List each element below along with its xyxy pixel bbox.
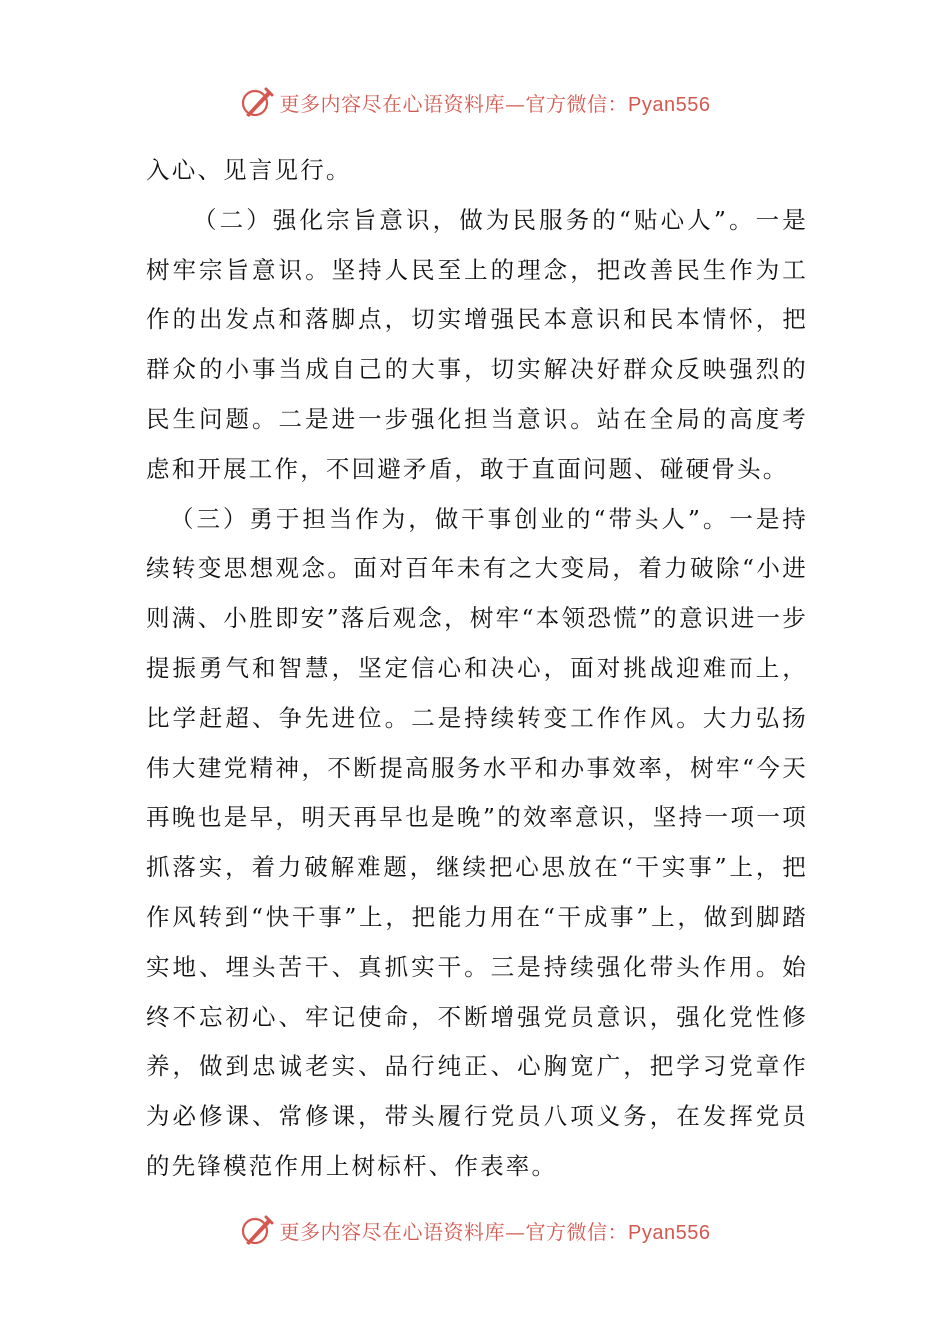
paragraph-section-2: （二）强化宗旨意识，做为民服务的“贴心人”。一是树牢宗旨意识。坚持人民至上的理念，把改善民生作为工作的出发点和落脚点，切实增强民本意识和民本情怀，把群众的小事当成自己的大事，切实解决好群众反映强烈的民生问题。二是进一步强化担当意识。站在全局的高度考虑和开展工作，不回避矛盾，敢于直面问题、碰硬骨头。 (146, 205, 808, 483)
paragraph-continuation: 入心、见言见行。 (146, 156, 352, 184)
pen-circle-logo-icon (240, 85, 274, 119)
document-body (146, 146, 808, 1192)
banner-text: 更多内容尽在心语资料库—官方微信：Pyan556 (279, 91, 711, 116)
header-banner (0, 80, 950, 124)
banner-text: 更多内容尽在心语资料库—官方微信：Pyan556 (279, 1219, 711, 1244)
wechat-id: Pyan556 (628, 93, 711, 116)
pen-circle-logo-icon (240, 1213, 274, 1247)
wechat-id: Pyan556 (628, 1221, 711, 1244)
footer-banner (0, 1208, 950, 1252)
paragraph-section-3: （三）勇于担当作为，做干事创业的“带头人”。一是持续转变思想观念。面对百年未有之大变局，着力破除“小进则满、小胜即安”落后观念，树牢“本领恐慌”的意识进一步提振勇气和智慧，坚定信心和决心，面对挑战迎难而上，比学赶超、争先进位。二是持续转变工作作风。大力弘扬伟大建党精神，不断提高服务水平和办事效率，树牢“今天再晚也是早，明天再早也是晚”的效率意识，坚持一项一项抓落实，着力破解难题，继续把心思放在“干实事”上，把作风转到“快干事”上，把能力用在“干成事”上，做到脚踏实地、埋头苦干、真抓实干。三是持续强化带头作用。始终不忘初心、牢记使命，不断增强党员意识，强化党性修养，做到忠诚老实、品行纯正、心胸宽广，把学习党章作为必修课、常修课，带头履行党员八项义务，在发挥党员的先锋模范作用上树标杆、作表率。 (146, 504, 808, 1180)
